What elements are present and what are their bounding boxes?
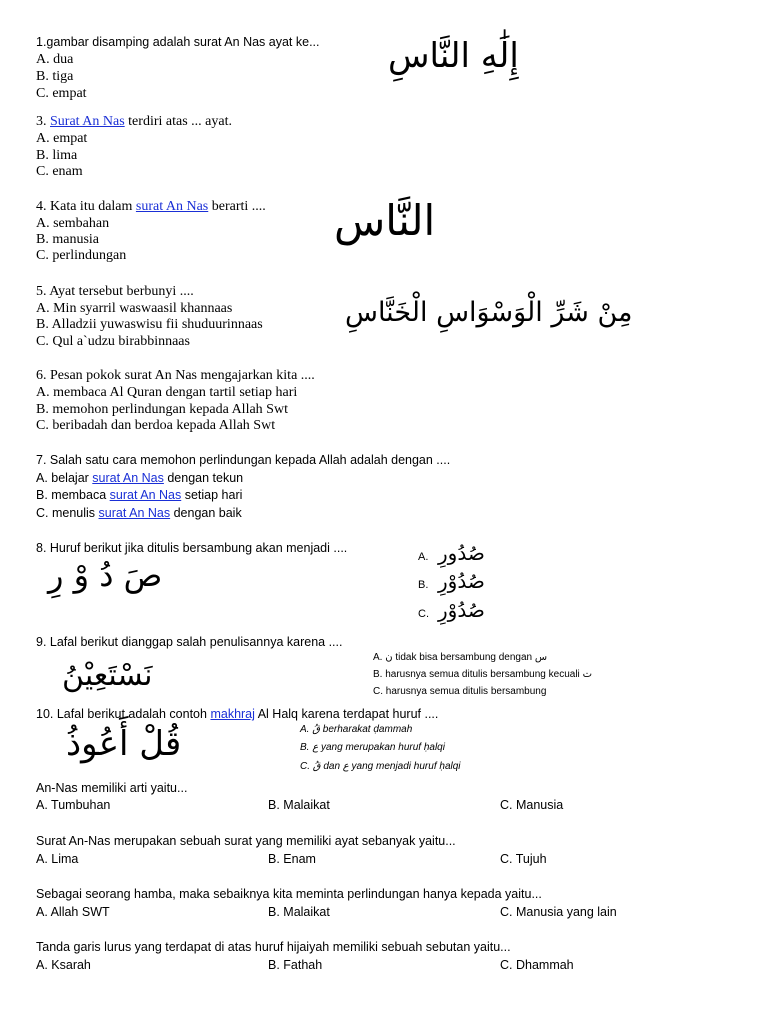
q12-option-c: C. Tujuh <box>500 852 547 866</box>
q5-option-b: B. Alladzii yuwaswisu fii shuduurinnaas <box>36 317 263 332</box>
q8-option-c-label: C. <box>418 608 429 620</box>
q11-option-a: A. Tumbuhan <box>36 798 111 812</box>
q6-option-b: B. memohon perlindungan kepada Allah Swt <box>36 402 288 417</box>
q10-arabic-image: قُلْ أَعُوذُ <box>66 724 182 764</box>
q3-link[interactable]: Surat An Nas <box>50 114 125 129</box>
q3-option-b: B. lima <box>36 148 78 163</box>
q12-question: Surat An-Nas merupakan sebuah surat yang memiliki ayat sebanyak yaitu... <box>36 834 456 848</box>
q6-question: 6. Pesan pokok surat An Nas mengajarkan kita .... <box>36 368 315 383</box>
q4-option-c: C. perlindungan <box>36 248 127 263</box>
q4-pre: 4. Kata itu dalam <box>36 199 133 214</box>
q13-option-a: A. Allah SWT <box>36 905 110 919</box>
q10-pre: 10. Lafal berikut adalah contoh <box>36 707 207 721</box>
q10-option-c <box>300 761 461 772</box>
q7-c-link[interactable]: surat An Nas <box>98 506 171 520</box>
q14-option-c: C. Dhammah <box>500 958 574 972</box>
q11-option-b: B. Malaikat <box>268 798 330 812</box>
q9-b-text: B. harusnya semua ditulis bersambung kecuali <box>373 669 580 680</box>
q11-option-c: C. Manusia <box>500 798 564 812</box>
q4-option-a: A. sembahan <box>36 216 110 231</box>
q9-option-c: C. harusnya semua ditulis bersambung <box>373 686 547 697</box>
q1-option-a: A. dua <box>36 52 74 67</box>
q8-option-a-label: A. <box>418 551 429 563</box>
q1-arabic-image: إِلَٰهِ النَّاسِ <box>388 36 519 76</box>
q4-option-b: B. manusia <box>36 232 99 247</box>
q3-question <box>36 114 232 130</box>
q9-option-a <box>373 652 547 663</box>
q13-option-c: C. Manusia yang lain <box>500 905 617 919</box>
q10-option-b <box>300 742 445 753</box>
q9-a-arabic: س <box>534 652 548 663</box>
q1-option-b: B. tiga <box>36 69 74 84</box>
q4-link[interactable]: surat An Nas <box>135 199 209 214</box>
q4-rest: berarti .... <box>211 199 266 214</box>
q1-question: 1.gambar disamping adalah surat An Nas ayat ke... <box>36 35 320 49</box>
q7-a-pre: A. belajar <box>36 471 89 485</box>
q9-option-b <box>373 669 592 680</box>
q10-a-text: berharakat ḍammah <box>322 724 413 735</box>
q10-rest: Al Halq karena terdapat huruf .... <box>257 707 439 721</box>
q3-option-c: C. enam <box>36 164 83 179</box>
q6-option-a: A. membaca Al Quran dengan tartil setiap hari <box>36 385 298 400</box>
q9-arabic-image: نَسْتَعِيْنُ <box>62 658 153 693</box>
q7-option-a <box>36 471 243 485</box>
q9-question: 9. Lafal berikut dianggap salah penulisannya karena .... <box>36 635 343 649</box>
q10-c-mid: dan <box>323 761 341 772</box>
q9-b-arabic: ت <box>582 669 592 680</box>
q3-rest: terdiri atas ... ayat. <box>128 114 232 129</box>
q9-a-text: A. ن tidak bisa bersambung dengan <box>373 652 533 663</box>
q5-option-c: C. Qul a`udzu birabbinnaas <box>36 334 190 349</box>
q8-option-b-arabic: صُدُوْرِ <box>438 569 485 593</box>
q12-option-b: B. Enam <box>268 852 316 866</box>
q10-b-text: yang merupakan huruf ḥalqi <box>320 742 445 753</box>
q8-option-a-arabic: صُدُورِ <box>438 541 485 565</box>
q7-a-post: dengan tekun <box>167 471 244 485</box>
q12-option-a: A. Lima <box>36 852 79 866</box>
q5-question: 5. Ayat tersebut berbunyi .... <box>36 284 194 299</box>
q7-c-pre: C. menulis <box>36 506 96 520</box>
q3-option-a: A. empat <box>36 131 88 146</box>
q7-option-b <box>36 488 242 502</box>
q7-b-post: setiap hari <box>184 488 243 502</box>
q8-letters-image: صَ دُ وْ رِ <box>48 556 163 594</box>
q4-question <box>36 199 266 215</box>
q10-c-label: C. <box>300 761 310 772</box>
q8-option-c-arabic: صُدُوْرِ <box>438 598 485 622</box>
q5-option-a: A. Min syarril waswaasil khannaas <box>36 301 233 316</box>
q5-arabic-image: مِنْ شَرِّ الْوَسْوَاسِ الْخَنَّاسِ <box>345 297 633 328</box>
q7-question: 7. Salah satu cara memohon perlindungan kepada Allah adalah dengan .... <box>36 453 451 467</box>
q7-a-link[interactable]: surat An Nas <box>92 471 164 485</box>
q10-c-text: yang menjadi huruf ḥalqi <box>351 761 461 772</box>
q10-a-arabic: قُ <box>312 724 320 735</box>
q10-b-arabic: ع <box>312 742 319 753</box>
q14-question: Tanda garis lurus yang terdapat di atas huruf hijaiyah memiliki sebuah sebutan yaitu... <box>36 940 511 954</box>
q7-option-c <box>36 506 242 520</box>
q7-c-post: dengan baik <box>173 506 242 520</box>
q8-option-b-label: B. <box>418 579 429 591</box>
q14-option-b: B. Fathah <box>268 958 323 972</box>
q3-number: 3. <box>36 114 47 129</box>
q10-link[interactable]: makhraj <box>210 707 255 721</box>
q10-c-arabic-2: ع <box>342 761 349 772</box>
q11-question: An-Nas memiliki arti yaitu... <box>36 781 188 795</box>
q4-arabic-image: النَّاس <box>334 196 436 245</box>
q10-a-label: A. <box>300 724 310 735</box>
q6-option-c: C. beribadah dan berdoa kepada Allah Swt <box>36 418 276 433</box>
q10-question <box>36 707 438 721</box>
q10-b-label: B. <box>300 742 310 753</box>
q7-b-pre: B. membaca <box>36 488 107 502</box>
q14-option-a: A. Ksarah <box>36 958 91 972</box>
q13-option-b: B. Malaikat <box>268 905 330 919</box>
q1-option-c: C. empat <box>36 86 87 101</box>
q10-c-arabic-1: قُ <box>312 761 321 772</box>
q7-b-link[interactable]: surat An Nas <box>109 488 182 502</box>
q13-question: Sebagai seorang hamba, maka sebaiknya kita meminta perlindungan hanya kepada yaitu... <box>36 887 542 901</box>
q8-question: 8. Huruf berikut jika ditulis bersambung akan menjadi .... <box>36 541 348 555</box>
q10-option-a <box>300 724 412 735</box>
